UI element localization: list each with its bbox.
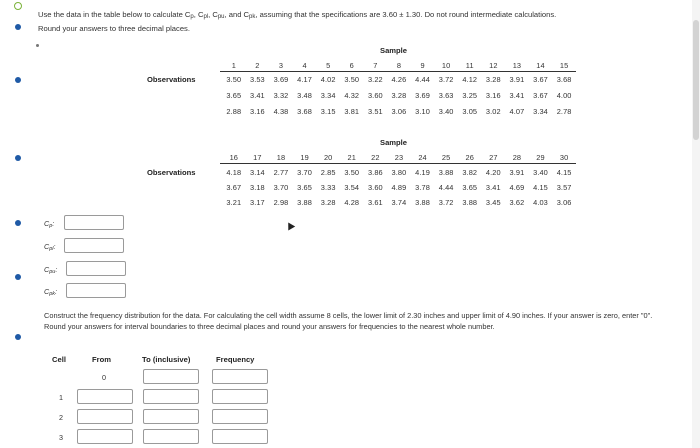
table-cell: 4.15 [533,183,548,192]
table-cell: 3.02 [485,107,501,116]
table-cell: 3.50 [344,168,360,177]
table1-observations-label: Observations [147,75,196,84]
table-cell: 3.33 [320,183,336,192]
table-cell: 17 [253,153,262,162]
table-cell: 4.44 [438,183,454,192]
table-cell: 3.45 [485,198,501,207]
table2-column-headers [222,153,576,162]
table2-row [222,168,576,177]
bullet-icon [15,274,21,280]
table-cell: 3.63 [438,91,454,100]
table-cell: 12 [489,61,498,70]
scrollbar-track[interactable] [692,0,700,448]
table-cell: 4.17 [297,75,312,84]
row-number: 1 [59,393,63,402]
table-cell: 18 [276,153,286,162]
table-cell: 3.81 [344,107,360,116]
table-cell: 3.70 [273,183,289,192]
frequency-input-row-1[interactable] [212,389,268,404]
intro-sub: pk [249,14,256,20]
table-cell: 5 [326,61,331,70]
table-cell: 8 [396,61,402,70]
table-cell: 3.72 [438,198,454,207]
table-cell: 3.50 [344,75,360,84]
table-cell: 3.72 [438,75,454,84]
table-cell: 20 [323,153,333,162]
table-cell: 3.54 [344,183,360,192]
table2-row [222,183,576,192]
table-cell: 3.62 [509,198,525,207]
table-cell: 3.34 [533,107,548,116]
table-cell: 3.82 [462,168,478,177]
table-cell: 3.28 [391,91,407,100]
cpl-input[interactable] [64,238,124,253]
table2-sample-header: Sample [380,138,408,147]
frequency-input-row-0[interactable] [212,369,268,384]
bullet-icon [15,155,21,161]
table-cell: 3.67 [226,183,242,192]
table-cell: 28 [512,153,522,162]
table-cell: 4.26 [391,75,407,84]
intro-line-1 [38,9,678,23]
table-cell: 3.65 [462,183,478,192]
from-input-row-3[interactable] [77,429,133,444]
table-cell: 3.69 [273,75,289,84]
cpu-input[interactable] [66,261,126,276]
table-cell: 7 [373,61,378,70]
table-cell: 14 [536,61,545,70]
table-cell: 3.06 [556,198,572,207]
to-input-row-0[interactable] [143,369,199,384]
cp-input[interactable] [64,215,124,230]
table-cell: 4 [302,61,307,70]
table-cell: 30 [559,153,569,162]
status-ring-icon [14,2,22,10]
table-cell: 4.69 [509,183,525,192]
intro-line-2: Round your answers to three decimal places. [38,24,190,33]
frequency-input-row-2[interactable] [212,409,268,424]
question-intro [38,9,678,35]
table-cell: 2.88 [226,107,242,116]
table1-divider [220,71,576,72]
to-input-row-3[interactable] [143,429,199,444]
frequency-instructions: Construct the frequency distribution for the data. For calculating the cell width assume 8 cells, the lower limit of 2.30 inches and upper limit of 4.90 inches. If your answer is zero, enter "0". Round your answers for interval boundaries to three decimal places and round your answers for frequencies to the nearest whole number. [44,311,653,331]
table-cell: 4.28 [344,198,360,207]
bullet-icon [15,334,21,340]
table-cell: 3.28 [485,75,501,84]
table-cell: 3.14 [249,168,265,177]
table-cell: 3.15 [320,107,336,116]
table-cell: 3.40 [533,168,548,177]
table-cell: 3.61 [367,198,383,207]
table-cell: 4.12 [462,75,478,84]
bullet-icon [15,24,21,30]
bullet-icon [15,77,21,83]
from-input-row-1[interactable] [77,389,133,404]
table-cell: 4.00 [556,91,572,100]
table-cell: 3.57 [556,183,572,192]
mouse-cursor-icon [285,220,295,230]
table-cell: 3 [278,61,284,70]
intro-sub: pl [203,14,209,20]
table-cell: 25 [441,153,451,162]
table1-column-headers [222,61,576,70]
table-cell: 4.03 [533,198,548,207]
table-cell: 3.10 [415,107,430,116]
table-cell: 13 [512,61,522,70]
cp-label: Cp: [44,219,55,229]
table-cell: 3.88 [297,198,312,207]
cpu-label: Cpu: [44,265,58,275]
table-cell: 2.98 [273,198,289,207]
cpk-input[interactable] [66,283,126,298]
scrollbar-thumb[interactable] [693,20,699,140]
intro-text: , C [208,10,218,19]
from-input-row-2[interactable] [77,409,133,424]
table-cell: 26 [465,153,474,162]
table-cell: 3.16 [249,107,265,116]
table-cell: 3.51 [367,107,383,116]
table-cell: 4.38 [273,107,289,116]
table-cell: 2.77 [273,168,289,177]
col-header-from: From [92,355,111,364]
table-cell: 3.88 [438,168,454,177]
table-cell: 3.16 [485,91,501,100]
table-cell: 3.68 [297,107,312,116]
table-cell: 3.18 [249,183,265,192]
table-cell: 2 [255,61,260,70]
table-cell: 19 [300,153,309,162]
frequency-input-row-3[interactable] [212,429,268,444]
table-cell: 3.41 [485,183,501,192]
table-cell: 3.91 [509,168,525,177]
table-cell: 4.32 [344,91,360,100]
table-cell: 3.40 [438,107,454,116]
col-header-cell: Cell [52,355,66,364]
table-cell: 3.60 [367,91,383,100]
table-cell: 27 [489,153,498,162]
table-cell: 3.41 [509,91,525,100]
table-cell: 3.67 [533,75,548,84]
table-cell: 3.32 [273,91,289,100]
table-cell: 4.44 [415,75,430,84]
table-cell: 3.91 [509,75,525,84]
table-cell: 4.02 [320,75,336,84]
table-cell: 4.19 [415,168,430,177]
intro-text: , C [193,10,204,19]
cpl-label: Cpl: [44,242,56,252]
table-cell: 4.15 [556,168,572,177]
table1-row [222,107,576,116]
table-cell: 3.17 [249,198,265,207]
table-cell: 22 [371,153,380,162]
cpk-label: Cpk: [44,287,58,297]
table-cell: 29 [536,153,545,162]
col-header-frequency: Frequency [216,355,255,364]
table-cell: 11 [465,61,474,70]
table-cell: 3.69 [415,91,430,100]
table-cell: 3.68 [556,75,572,84]
table-cell: 9 [420,61,425,70]
table-cell: 6 [349,61,354,70]
table-cell: 21 [347,153,356,162]
table-cell: 1 [231,61,236,70]
table-cell: 15 [559,61,569,70]
table-cell: 3.67 [533,91,548,100]
table-cell: 3.34 [320,91,336,100]
table-cell: 3.25 [462,91,478,100]
table-cell: 3.65 [297,183,312,192]
table1-sample-header: Sample [380,46,408,55]
table-cell: 23 [394,153,404,162]
table-cell: 3.88 [462,198,478,207]
table-cell: 3.41 [249,91,265,100]
table-cell: 3.28 [320,198,336,207]
table-cell: 3.78 [415,183,430,192]
row-number: 3 [59,433,63,442]
table-cell: 24 [418,153,427,162]
table2-observations-label: Observations [147,168,196,177]
table-cell: 3.80 [391,168,407,177]
table-cell: 3.22 [367,75,383,84]
table1-row [222,75,576,84]
row-number: 2 [59,413,63,422]
to-input-row-1[interactable] [143,389,199,404]
table-cell: 3.74 [391,198,407,207]
from-first-value: 0 [102,373,106,382]
table-cell: 3.88 [415,198,430,207]
table-cell: 3.21 [226,198,242,207]
intro-text: , assuming that the specifications are 3.60 ± 1.30. Do not round intermediate calculations. [255,10,557,19]
intro-text: Use the data in the table below to calculate C [38,10,191,19]
table-cell: 4.07 [509,107,525,116]
table2-row [222,198,576,207]
table-cell: 4.89 [391,183,407,192]
drag-dot-icon [36,44,39,47]
table-cell: 16 [229,153,238,162]
to-input-row-2[interactable] [143,409,199,424]
intro-sub: p [190,14,194,20]
intro-sub: pu [217,14,225,20]
table-cell: 10 [441,61,451,70]
table-cell: 3.65 [226,91,242,100]
bullet-icon [15,220,21,226]
intro-text: , and C [224,10,250,19]
table-cell: 3.70 [297,168,312,177]
table1-row [222,91,576,100]
table2-divider [220,163,576,164]
table-cell: 3.53 [249,75,265,84]
table-cell: 4.20 [485,168,501,177]
table-cell: 3.60 [367,183,383,192]
table-cell: 3.05 [462,107,478,116]
table-cell: 4.18 [226,168,242,177]
table-cell: 3.50 [226,75,242,84]
table-cell: 3.48 [297,91,312,100]
col-header-to: To (inclusive) [142,355,191,364]
table-cell: 3.06 [391,107,407,116]
table-cell: 2.85 [320,168,336,177]
table-cell: 3.86 [367,168,383,177]
table-cell: 2.78 [556,107,572,116]
